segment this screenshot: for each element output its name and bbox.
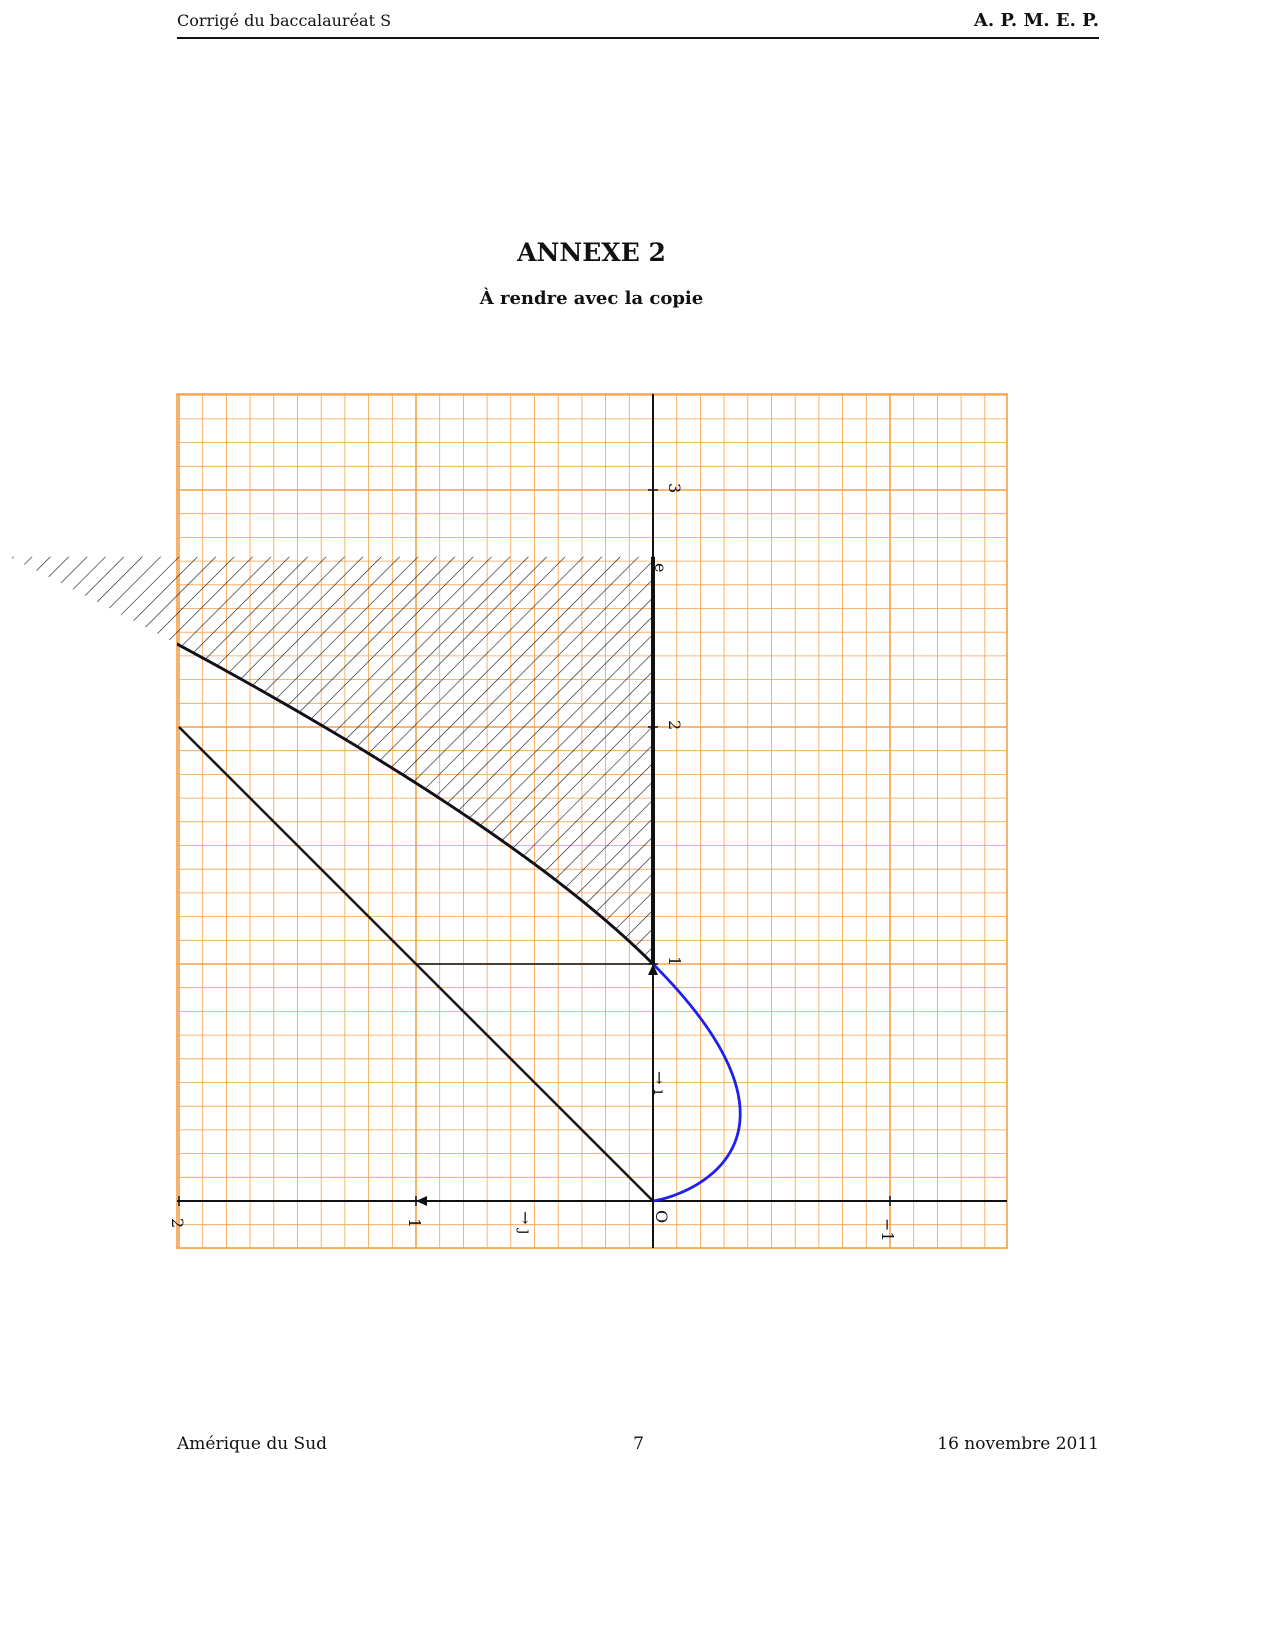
page-title: ANNEXE 2: [517, 238, 666, 267]
vector-j-label: → ȷ: [516, 1211, 535, 1235]
x-label-1: 1: [405, 1218, 424, 1229]
y-label-1: 1: [665, 956, 684, 967]
footer-date: 16 novembre 2011: [937, 1434, 1099, 1454]
header-publisher: A. P. M. E. P.: [973, 10, 1099, 31]
x-label-minus-1: −1: [878, 1218, 897, 1242]
vector-i-label: → ı: [650, 1071, 669, 1095]
footer-session: Amérique du Sud: [177, 1434, 328, 1454]
y-label-2: 2: [665, 720, 684, 731]
hatched-area: [9, 557, 653, 964]
footer-page-number: 7: [633, 1434, 644, 1454]
origin-label: O: [652, 1210, 671, 1224]
header-course-title: Corrigé du baccalauréat S: [177, 11, 392, 30]
page-subtitle: À rendre avec la copie: [479, 288, 704, 309]
y-label-3: 3: [665, 483, 684, 494]
vector-j-arrowhead: [416, 1196, 427, 1206]
e-label: e: [651, 563, 670, 573]
x-label-2: 2: [168, 1218, 187, 1229]
